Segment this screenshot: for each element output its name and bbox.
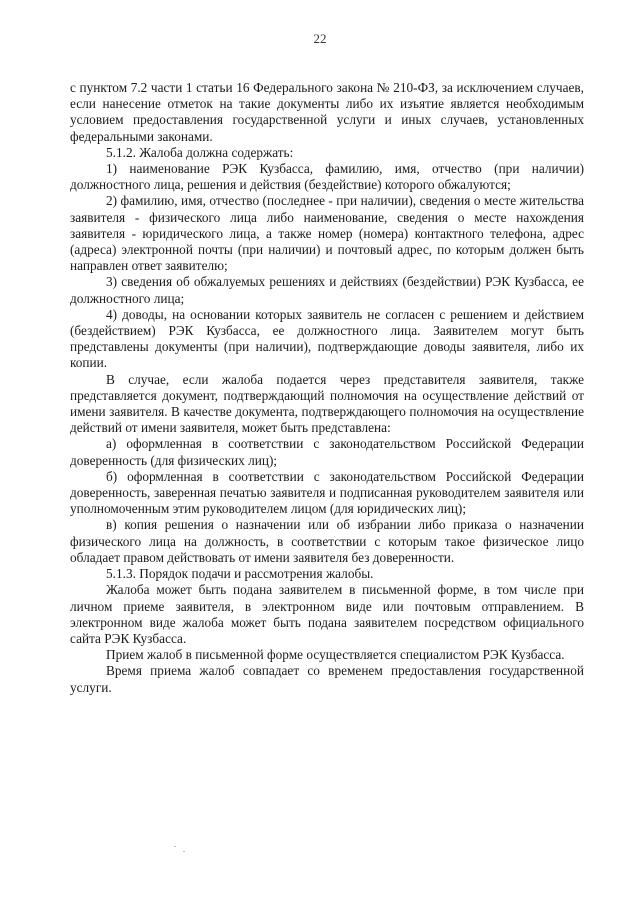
list-item-1: 1) наименование РЭК Кузбасса, фамилию, имя, отчество (при наличии) должностного лица, решения и действия (бездействие) которого обжалуются; <box>70 161 584 193</box>
paragraph-submission: Жалоба может быть подана заявителем в письменной форме, в том числе при личном приеме заявителя, в электронном виде или почтовым отправлением. В электронном виде жалоба может быть подана заявителем посредством официального сайта РЭК Кузбасса. <box>70 582 584 646</box>
page-number: 22 <box>313 31 327 46</box>
list-item-b: б) оформленная в соответствии с законодательством Российской Федерации доверенность, заверенная печатью заявителя и подписанная руководителем заявителя или уполномоченным этим руководителем лицом (для юридических лиц); <box>70 468 584 517</box>
list-item-a: а) оформленная в соответствии с законодательством Российской Федерации доверенность (для физических лиц); <box>70 436 584 468</box>
paragraph-reception-time: Время приема жалоб совпадает со временем предоставления государственной услуги. <box>70 663 584 695</box>
list-item-4: 4) доводы, на основании которых заявитель не согласен с решением и действием (бездействием) РЭК Кузбасса, ее должностного лица. Заявителем могут быть представлены документы (при наличии), подтверждающие доводы заявителя, либо их копии. <box>70 306 584 371</box>
paragraph-reception: Прием жалоб в письменной форме осуществляется специалистом РЭК Кузбасса. <box>106 647 565 663</box>
list-item-3: 3) сведения об обжалуемых решениях и действиях (бездействии) РЭК Кузбасса, ее должностного лица; <box>70 274 584 306</box>
paragraph-intro-continuation: с пунктом 7.2 части 1 статьи 16 Федерального закона № 210-ФЗ, за исключением случаев, если нанесение отметок на такие документы либо их изъятие является необходимым условием предоставления государственной услуги и иных случаев, установленных федеральными законами. <box>70 80 584 144</box>
list-item-2: 2) фамилию, имя, отчество (последнее - при наличии), сведения о месте жительства заявителя - физического лица либо наименование, сведения о месте нахождения заявителя - юридического лица, а также номер (номера) контактного телефона, адрес (адреса) электронной почты (при наличии) и почтовый адрес, по которым должен быть направлен ответ заявителю; <box>70 193 584 274</box>
section-heading-5-1-3: 5.1.3. Порядок подачи и рассмотрения жалобы. <box>106 566 374 582</box>
scan-speck <box>183 851 185 852</box>
paragraph-representative: В случае, если жалоба подается через представителя заявителя, также представляется документ, подтверждающий полномочия на осуществление действий от имени заявителя. В качестве документа, подтверждающего полномочия на осуществление действий от имени заявителя, может быть представлена: <box>70 371 584 436</box>
scan-speck <box>174 846 176 847</box>
list-item-v: в) копия решения о назначении или об избрании либо приказа о назначении физического лица на должность, в соответствии с которым такое физическое лицо обладает правом действовать от имени заявителя без доверенности. <box>70 517 584 565</box>
section-heading-5-1-2: 5.1.2. Жалоба должна содержать: <box>106 144 294 160</box>
document-body <box>70 80 584 696</box>
